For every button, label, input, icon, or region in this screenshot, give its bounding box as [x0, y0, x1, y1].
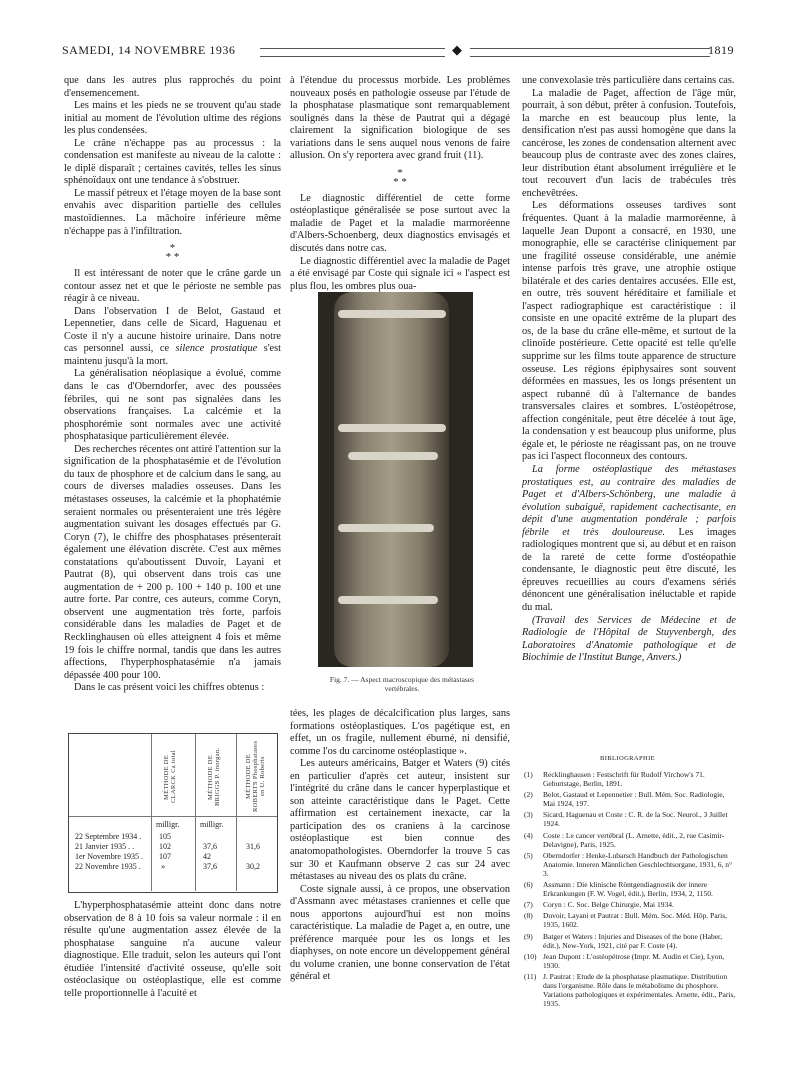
paragraph: une convexolasie très particulière dans certains cas. — [522, 75, 735, 86]
reference-entry: (7) Coryn : C. Soc. Belge Chirurgie, Mai 1934. — [524, 900, 674, 910]
reference-entry: (3) Sicard, Haguenau et Coste : C. R. de la Soc. Neurol., 3 Juillet 1924. — [524, 810, 728, 829]
reference-entry: (6) Assmann : Die klinische Röntgendiagnostik der innere Erkrankungen (F. W. Vogel, édit.), Berlin, 1934, 2, 1150. — [524, 880, 713, 899]
institution-credit: (Travail des Services de Médecine et de Radiologie de l'Hôpital de Stuyvenbergh, des Laboratoires d'Anatomie pathologique et de Biochimie de l'Institut Bunge, Anvers.) — [522, 614, 736, 664]
section-separator: * * * — [393, 166, 407, 188]
paragraph: Les déformations osseuses tardives sont fréquentes. Quant à la maladie marmoréenne, à laquelle Jean Dupont a consacré, en 1930, une monographie, elle se caractérise cliniquement par une fragilité osseuse considérable, une anémie intense parfois très grave, une atrophie ostique bilatérale et des caries dentaires accusées. Elle est, en outre, très souvent héréditaire et familiale et l'aspect radiographique est caractéristique : il consiste en une opacité extrême de la plupart des os, de la base du crâne elle-même, et surtout de la clinoïde postérieure. Cette opacité est telle qu'elle supprime sur les films toute apparence de structure osseuse. Les régions épiphysaires sont souvent déformées en massues, les os longs présentent un aspect rubanné dû à l'alternance de bandes transversales claires et sombres. L'ostéopétrose, affection congénitale, peut être décelée à tout âge, la condensation y est beaucoup plus uniforme, plus égale et, le périoste ne réagissant pas, on ne trouve pas ici l'aspect floconneux des contours. — [522, 200, 736, 463]
paragraph: L'hyperphosphatasémie atteint donc dans notre observation de 8 à 10 fois sa valeur normale : il en résulte qu'une augmentation assez élevée de la phosphatase sanguine n'a aucune valeur diagnostique. Elle traduit, selon les auteurs qui l'ont étudiée l'intensité d'activité osseuse, qu'elle soit ostéoclasique ou ostéoplastique, elle est comme telle proportionnelle à l'acuité et — [64, 900, 281, 999]
paragraph: tées, les plages de décalcification plus larges, sans formations ostéoplastiques. L'os pagétique est, en effet, un os fragile, nullement éburné, ni densifié, comme l'os du carcinome ostéoplastique ». — [290, 708, 510, 757]
column-header: MÉTHODE DE ROBERTS Phosphatases en U. Roberts — [245, 740, 266, 812]
reference-entry: (10) Jean Dupont : L'ostéopétrose (Impr. M. Audin et Cie), Lyon, 1930. — [524, 951, 725, 970]
table-cell: 102 — [159, 842, 171, 851]
table-cell-date: 1er Novembre 1935 . — [75, 852, 143, 861]
table-cell: 30,2 — [246, 862, 260, 871]
reference-entry: (11) J. Pautrat : Etude de la phosphatase plasmatique. Distribution dans l'organisme. Rôle dans le métabolisme du phosphore. Variations pathologiques et expérimentales. Arnette, édit., Paris, 1935. — [524, 971, 736, 1009]
paragraph: Des recherches récentes ont attiré l'attention sur la signification de la phosphatasémie et de l'évolution du taux de phosphore et de calcium dans le sang, au cours de diverses maladies osseuses. Dans les métastases osseuses, la calcémie et la phophatémie seraient normales ou présenteraient une très légère augmentation suivant les dosages effectués par G. Coryn (7), le chiffre des phosphatases présenterait également une élévation discrète. C'est aux mêmes constatations qu'aboutissent Duvoir, Layani et Pautrat (8), qui observent dans trois cas une augmentation de + 200 p. 100 + 140 p. 100 et une autre forte. Par contre, ces auteurs, comme Coryn, observent une augmentation très forte, parfois considérable dans les maladies de Paget et de Recklinghausen où elles atteignent 4 fois et même 19 fois le chiffre normal, tandis que dans les autres affections, l'hyperphosphatasémie n'a jamais dépassée 400 pour 100. — [64, 443, 281, 681]
paragraph: Coste signale aussi, à ce propos, une observation d'Assmann avec métastases craniennes et celle que nous apportons aujourd'hui est non moins caractéristique. La maladie de Paget a, en outre, une préférence marquée pour les os longs et les diaphyses, on note encore un développement général du volume cranien, une bonne conservation de l'état général et — [290, 883, 510, 983]
reference-entry: (2) Belot, Gastaud et Lepennetier : Bull. Mém. Soc. Radiologie, Mai 1924, 197. — [524, 790, 725, 809]
table-cell: 37,6 — [203, 862, 217, 871]
vertebral-metastases-photograph — [318, 292, 473, 667]
table-cell: » — [161, 862, 165, 871]
table-cell-date: 22 Septembre 1934 . — [75, 832, 142, 841]
reference-entry: (8) Duvoir, Layani et Pautrat : Bull. Mém. Soc. Méd. Hôp. Paris, 1935, 1602. — [524, 911, 728, 930]
paragraph: Le diagnostic différentiel de cette forme ostéoplastique généralisée se pose surtout avec la maladie de Paget et la maladie marmoréenne d'Albers-Schoenberg, deux diagnostics envisagés et discutés dans notre cas. — [290, 192, 510, 255]
paragraph: à l'étendue du processus morbide. Les problèmes nouveaux posés en pathologie osseuse par l'étude de la phosphatase plasmatique sont remarquablement soulignés dans la thèse de Pautrat qui a dégagé clairement la signification biologique de ses variations dans le sens auquel nous venons de faire allusion. On s'y reportera avec grand fruit (11). — [290, 75, 510, 162]
paragraph: La généralisation néoplasique a évolué, comme dans le cas d'Oberndorfer, avec des poussées fébriles, qui ne sont pas signalées dans les observations françaises. La calcémie et la phosphorémie sont normales avec une activité phosphatasique particulièrement élevée. — [64, 368, 281, 443]
column-1-continued — [64, 900, 281, 1000]
paragraph: Il est intéressant de noter que le crâne garde un contour assez net et que le périoste ne semble pas réagir à ce niveau. — [64, 268, 281, 305]
paragraph: Le massif pétreux et l'étage moyen de la base sont envahis avec disparition partielle des cellules mastoïdiennes. La mâchoire inférieure même n'échappe pas à l'infiltration. — [64, 187, 281, 237]
header-rule-left — [260, 48, 445, 57]
phosphatase-table — [68, 733, 278, 893]
paragraph: Les auteurs américains, Batger et Waters (9) cités en particulier d'après cet auteur, insistent sur l'intégrité du crâne dans le cancer hyperplastique et son atteinte caractéristique dans le Paget. Cette affirmation est certainement inexacte, car la participation des os craniens à la carcinose ostéoplastique est bien connue des anatomopathologistes. Oberndorfer la trouve 5 cas sur 30 et Kaufmann observe 2 cas sur 24 avec métastases au niveau des os plats du crâne. — [290, 758, 510, 883]
column-header: MÉTHODE DE CLARCK Ca total — [163, 750, 177, 804]
paragraph: Les mains et les pieds ne se trouvent qu'au stade initial au moment de l'évolution ultime des régions les plus condensées. — [64, 100, 281, 137]
unit-label: milligr. — [156, 820, 180, 829]
column-3 — [522, 75, 736, 665]
column-1 — [64, 75, 281, 695]
reference-entry: (5) Oberndorfer : Henke-Lubarsch Handbuch der Pathologischen Anatomie. Inneren Männlichen Geschlechtsorgane, 1931, 6, n° 3. — [524, 850, 733, 878]
running-header — [62, 40, 734, 62]
column-2-continued — [290, 708, 510, 984]
table-cell: 31,6 — [246, 842, 260, 851]
header-date: SAMEDI, 14 NOVEMBRE 1936 — [62, 43, 236, 57]
column-2 — [290, 75, 510, 293]
paragraph: La maladie de Paget, affection de l'âge mûr, pourrait, à son début, prêter à confusion. Toutefois, la marche en est beaucoup plus lente, la densification n'est pas aussi homogène que dans la cancérose, les zones de condensation alternent avec beaucoup plus de contraste avec des zones claires, leur distribution étant absolument irrégulière et le tout recouvert d'un lacis de trabécules très enchevêtrées. — [522, 87, 736, 199]
table-cell-date: 21 Janvier 1935 . . — [75, 842, 135, 851]
reference-entry: (9) Batger et Waters : Injuries and Diseases of the bone (Haber, édit.), New-York, 1921, cité par F. Coste (4). — [524, 931, 723, 950]
paragraph: Dans l'observation I de Belot, Gastaud et Lepennetier, dans celle de Sicard, Haguenau et Coste il n'y a aucune histoire urinaire. Dans notre cas personnel aussi, ce silence prostatique s'est maintenu jusqu'à la mort. — [64, 305, 281, 367]
paragraph: que dans les autres plus rapprochés du point d'ensemencement. — [64, 75, 281, 99]
bibliography-list — [524, 770, 738, 1010]
table-cell: 107 — [159, 852, 171, 861]
bibliography-heading: BIBLIOGRAPHIE — [600, 755, 656, 762]
reference-entry: (1) Recklinghausen : Festschrift für Rudolf Virchow's 71. Geburtstage, Berlin, 1891. — [524, 770, 705, 789]
table-cell: 42 — [203, 852, 211, 861]
page-number: 1819 — [708, 43, 734, 57]
figure-caption: Fig. 7. — Aspect macroscopique des métastases vertébrales. — [329, 675, 475, 693]
paragraph: Le diagnostic différentiel avec la maladie de Paget a été envisagé par Coste qui signale ici « l'aspect est plus flou, les ombres plus oua- — [290, 255, 510, 292]
reference-entry: (4) Coste : Le cancer vertébral (L. Arnette, édit., 2, rue Casimir-Delavigne), Paris, 1925. — [524, 830, 725, 849]
paragraph: La forme ostéoplastique des métastases prostatiques est, au contraire des maladies de Paget et d'Albers-Schönberg, une maladie à évolution subaiguë, rapidement cachectisante, en dépit d'une augmentation pondérale ; parfois fébrile et très douloureuse. Les images radiologiques montrent que si, au début et en raison de la rareté de cette forme d'ostéopathie condensante, le diagnostic peut être discuté, les épreuves recueillies au cours d'examens sériés dénoncent une généralisation inéluctable et rapide du mal. — [522, 463, 737, 613]
column-header: MÉTHODE DE BRIGGS P. inorgan. — [207, 747, 221, 807]
paragraph: Le crâne n'échappe pas au processus : la condensation est manifeste au niveau de la calotte : le diplë disparaît ; certaines cavités, telles les sinus sphénoïdaux ont une tendance à s'obstruer. — [64, 137, 281, 187]
diamond-ornament-icon: ◆ — [452, 42, 463, 57]
section-separator: * * * — [165, 242, 180, 264]
table-cell: 37,6 — [203, 842, 217, 851]
table-cell: 105 — [159, 832, 171, 841]
unit-label: milligr. — [200, 820, 224, 829]
header-rule-right — [470, 48, 710, 57]
table-cell-date: 22 Novembre 1935 . — [75, 862, 141, 871]
paragraph: Dans le cas présent voici les chiffres obtenus : — [74, 682, 265, 694]
